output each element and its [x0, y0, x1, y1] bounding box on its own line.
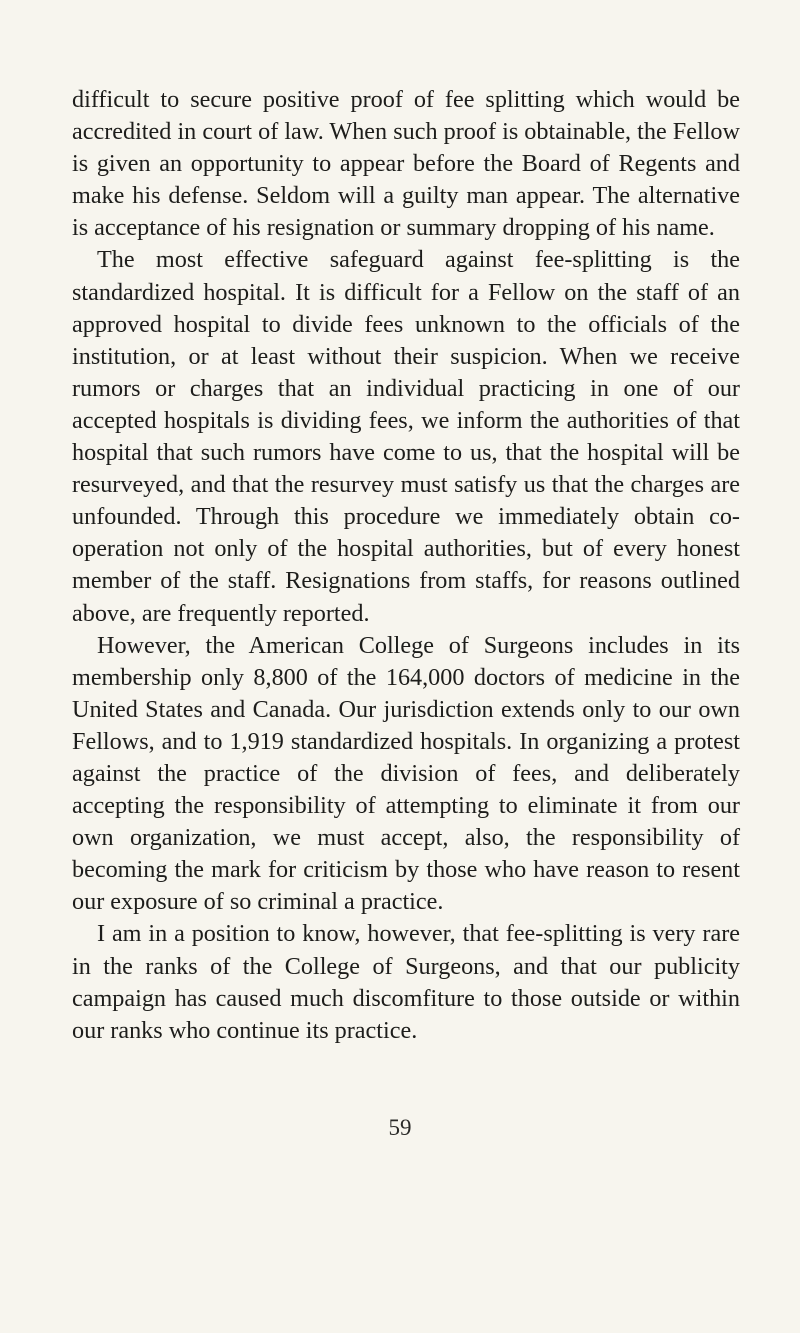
paragraph-4: I am in a position to know, however, that fee-splitting is very rare in the ranks of the College of Surgeons, and that our publicity campaign has caused much discomfiture to those outside or within our ranks who continue its practice. [72, 920, 740, 1044]
paragraph-1: difficult to secure positive proof of fee splitting which would be accredited in court of law. When such proof is obtainable, the Fellow is given an opportunity to appear before the Board of Regents and make his defense. Seldom will a guilty man appear. The alternative is acceptance of his resignation or summary dropping of his name. [72, 86, 740, 242]
body-text [72, 84, 740, 1047]
page-number: 59 [388, 1115, 412, 1140]
paragraph-3: However, the American College of Surgeons includes in its membership only 8,800 of the 164,000 doctors of medicine in the United States and Canada. Our jurisdiction extends only to our own Fellows, and to 1,919 standardized hospitals. In organizing a protest against the practice of the division of fees, and deliberately accepting the responsibility of attempting to eliminate it from our own organization, we must accept, also, the responsibility of becoming the mark for criticism by those who have reason to resent our exposure of so criminal a practice. [72, 631, 740, 916]
paragraph-2: The most effective safeguard against fee-splitting is the standardized hospital. It is difficult for a Fellow on the staff of an approved hospital to divide fees unknown to the officials of the institution, or at least without their suspicion. When we receive rumors or charges that an individual practicing in one of our accepted hospitals is dividing fees, we inform the authorities of that hospital that such rumors have come to us, that the hospital will be resurveyed, and that the resurvey must satisfy us that the charges are unfounded. Through this procedure we immediately obtain co-operation not only of the hospital authorities, but of every honest member of the staff. Resignations from staffs, for reasons outlined above, are frequently reported. [72, 246, 740, 627]
